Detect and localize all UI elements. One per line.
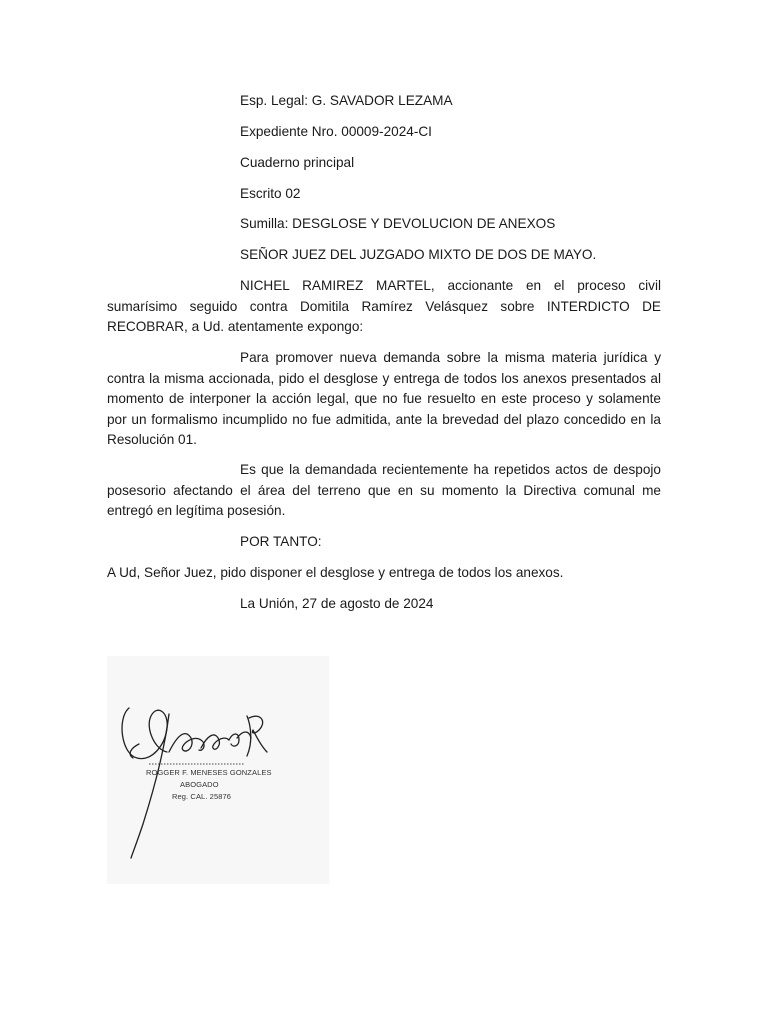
petition-paragraph: A Ud, Señor Juez, pido disponer el desglose y entrega de todos los anexos.	[107, 565, 564, 580]
signer-registration: Reg. CAL. 25876	[172, 792, 232, 801]
expediente-line: Expediente Nro. 00009-2024-CI	[240, 124, 432, 139]
addressee-line: SEÑOR JUEZ DEL JUZGADO MIXTO DE DOS DE MAYO.	[240, 247, 597, 262]
esp-legal-line: Esp. Legal: G. SAVADOR LEZAMA	[240, 93, 453, 108]
escrito-line: Escrito 02	[240, 186, 301, 201]
sumilla-line: Sumilla: DESGLOSE Y DEVOLUCION DE ANEXOS	[240, 216, 556, 231]
signer-title: ABOGADO	[180, 780, 219, 789]
reason-paragraph: Es que la demandada recientemente ha repetidos actos de despojo posesorio afectando el área del terreno que en su momento la Directiva comunal me entregó en legítima posesión.	[107, 462, 661, 518]
por-tanto-line: POR TANTO:	[240, 534, 322, 549]
place-date-line: La Unión, 27 de agosto de 2024	[240, 596, 434, 611]
request-paragraph: Para promover nueva demanda sobre la misma materia jurídica y contra la misma accionada, pido el desglose y entrega de todos los anexos presentados al momento de interponer la acción legal, que no fue resuelto en este proceso y solamente por un formalismo incumplido no fue admitida, ante la brevedad del plazo concedido en la Resolución 01.	[107, 350, 661, 447]
cuaderno-line: Cuaderno principal	[240, 155, 355, 170]
signer-name: ROGGER F. MENESES GONZALES	[146, 768, 272, 777]
intro-paragraph: NICHEL RAMIREZ MARTEL, accionante en el proceso civil sumarísimo seguido contra Domitila Ramírez Velásquez sobre INTERDICTO DE RECOBRAR, a Ud. atentamente expongo:	[107, 278, 661, 334]
